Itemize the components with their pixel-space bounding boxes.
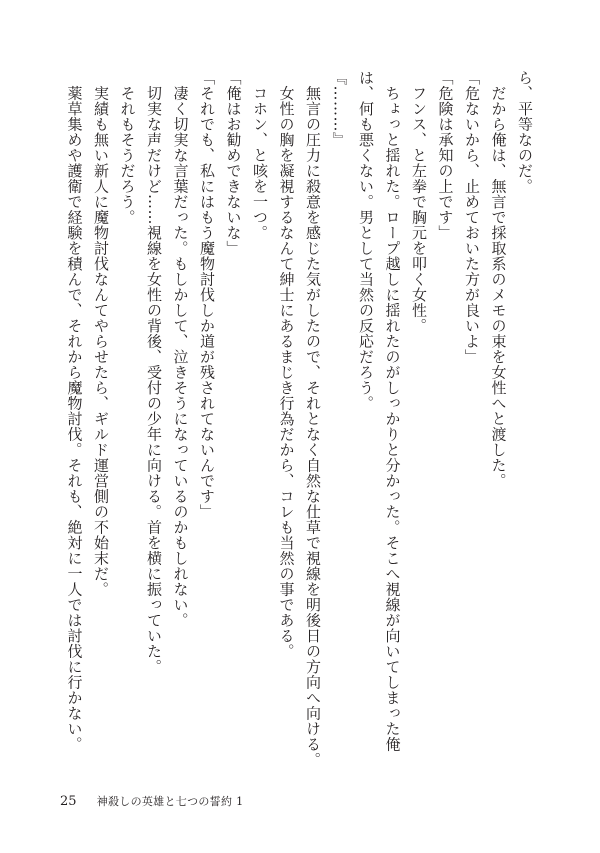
book-title: 神殺しの英雄と七つの誓約 1 <box>96 795 244 808</box>
text-line: 薬草集めや護衛で経験を積んで、それから魔物討伐。それも、絶対に一人では討伐に行かない。 <box>65 70 84 752</box>
text-line: フンス、と左拳で胸元を叩く女性。 <box>410 70 428 334</box>
text-line: 女性の胸を凝視するなんて紳士にあるまじき行為だから、コレも当然の事である。 <box>277 70 296 659</box>
text-line: それもそうだろう。 <box>118 70 137 225</box>
text-line: 凄く切実な言葉だった。もしかして、泣きそうになっているのかもしれない。 <box>171 70 190 628</box>
text-line: 『………』 <box>330 70 349 148</box>
page-footer <box>60 793 243 809</box>
text-line: 切実な声だけど……視線を女性の背後、受付の少年に向ける。首を横に振っていた。 <box>145 70 163 675</box>
text-line: 「危ないから、止めておいた方が良いよ」 <box>463 70 481 365</box>
text-line: ちょっと揺れた。ロープ越しに揺れたのがしっかりと分かった。そこへ視線が向いてしまった俺 <box>383 70 402 752</box>
text-line: だから俺は、無言で採取系のメモの束を女性へと渡した。 <box>489 70 508 489</box>
page-number: 25 <box>60 794 77 809</box>
text-line: 「それでも、私にはもう魔物討伐しか道が残されてないんです」 <box>198 70 216 520</box>
text-line: 無言の圧力に殺意を感じた気がしたので、それとなく自然な仕草で視線を明後日の方向へ向ける。 <box>304 70 322 768</box>
body-text <box>60 70 538 770</box>
text-line: 「俺はお勧めできないな」 <box>224 70 243 256</box>
text-line: は、何も悪くない。男として当然の反応だろう。 <box>357 70 375 411</box>
text-line: コホン、と咳を一つ。 <box>251 70 269 241</box>
text-line: 実績も無い新人に魔物討伐なんてやらせたら、ギルド運営側の不始末だ。 <box>92 70 110 597</box>
text-line: 「危険は承知の上です」 <box>436 70 455 241</box>
text-line: ら、平等なのだ。 <box>516 70 534 194</box>
